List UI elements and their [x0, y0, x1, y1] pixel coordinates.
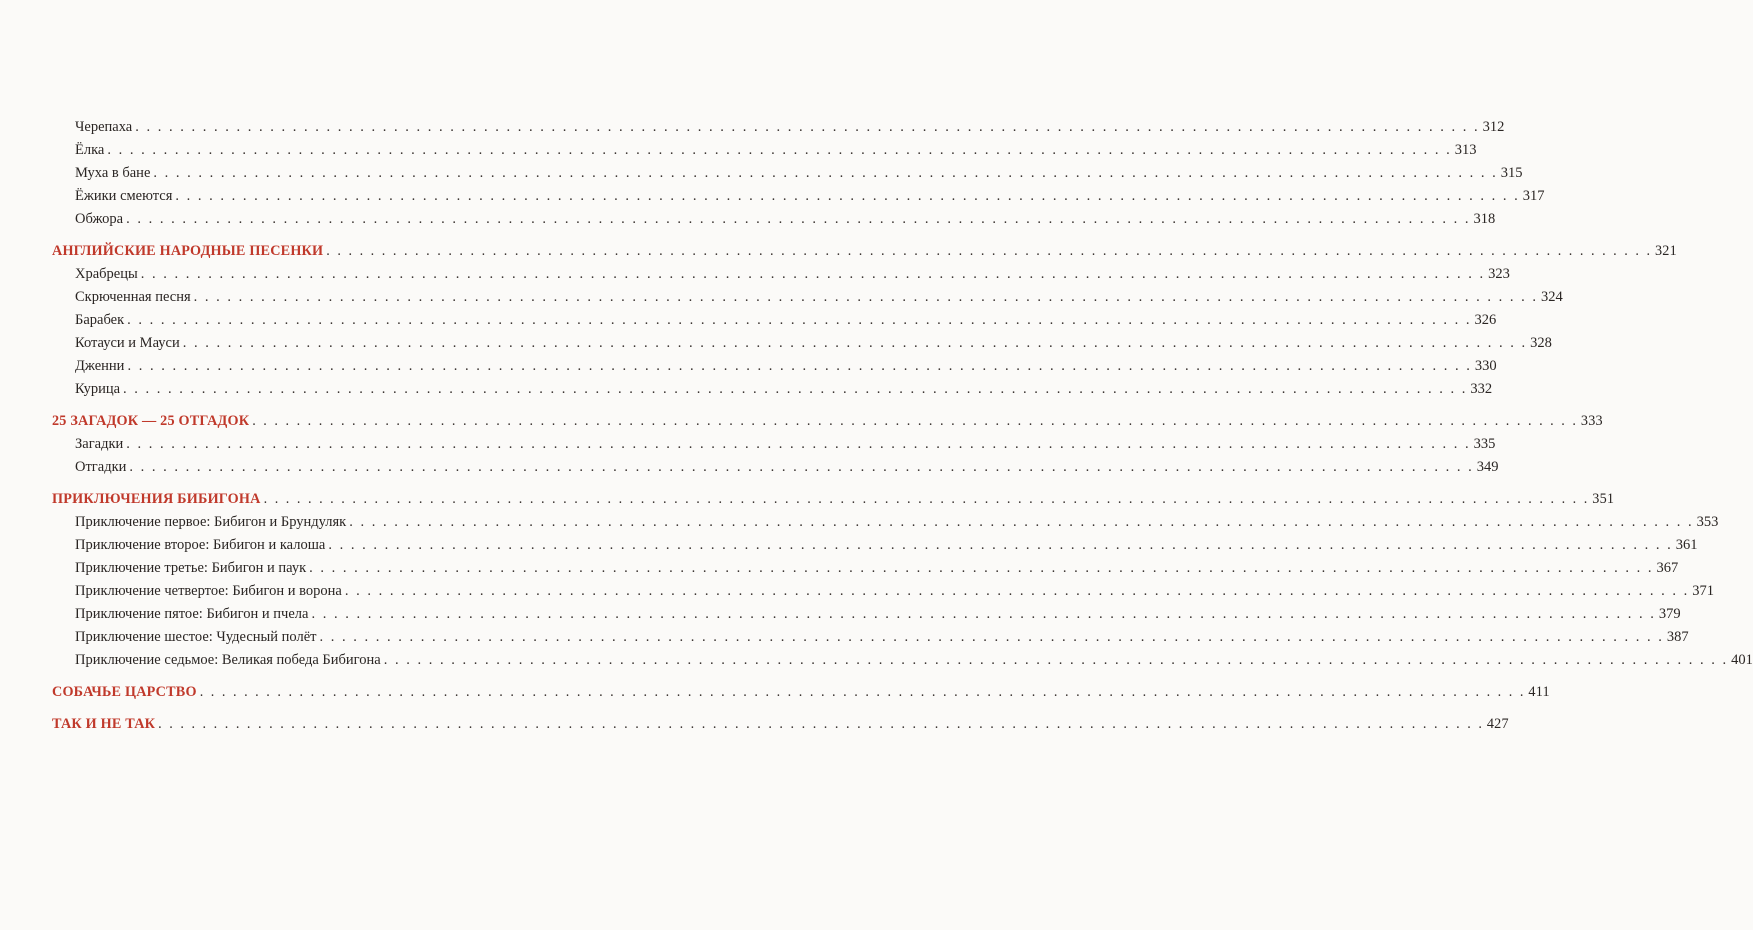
toc-entry-page-number: 387 — [1666, 629, 1689, 645]
toc-entry-title: Муха в бане — [75, 165, 151, 181]
toc-entry-page-number: 401 — [1731, 652, 1753, 668]
toc-entry-title: Курица — [75, 381, 121, 397]
toc-entry-page-number: 324 — [1541, 289, 1563, 305]
toc-entry — [52, 511, 1719, 534]
toc-entry-page-number: 313 — [1454, 142, 1477, 158]
dot-leader: . . . . . . . . . . . . . . . . . . . . . . . . . . . . . . . . . . . . . . . . . . . . . . . . . . . . . . . . . . . . . . . . . . . . . . . . . . . . . . . . . . . . . . . . . . . . . . . . . . . . . . . . . . . . . . . . . . . . . . . . — [309, 560, 1654, 576]
dot-leader: . . . . . . . . . . . . . . . . . . . . . . . . . . . . . . . . . . . . . . . . . . . . . . . . . . . . . . . . . . . . . . . . . . . . . . . . . . . . . . . . . . . . . . . . . . . . . . . . . . . . . . . . . . . . . . . . . . . . . . . . — [344, 583, 1690, 599]
dot-leader: . . . . . . . . . . . . . . . . . . . . . . . . . . . . . . . . . . . . . . . . . . . . . . . . . . . . . . . . . . . . . . . . . . . . . . . . . . . . . . . . . . . . . . . . . . . . . . . . . . . . . . . . . . . . . . . . . . . . . . . . — [153, 165, 1498, 181]
toc-entry-page-number: 315 — [1500, 165, 1523, 181]
toc-entry-title: Черепаха — [75, 119, 133, 135]
toc-entry-title: Приключение шестое: Чудесный полёт — [75, 629, 317, 645]
toc-entry-title: Приключение второе: Бибигон и калоша — [75, 537, 326, 553]
toc-entry — [52, 162, 1523, 185]
toc-entry-page-number: 333 — [1580, 413, 1603, 429]
toc-entry-page-number: 312 — [1482, 119, 1505, 135]
toc-entry-page-number: 351 — [1592, 491, 1615, 507]
toc-entry — [52, 185, 1545, 208]
toc-entry-title: Ёжики смеются — [75, 188, 173, 204]
toc-section-heading — [52, 713, 1509, 736]
toc-entry — [52, 355, 1497, 378]
dot-leader: . . . . . . . . . . . . . . . . . . . . . . . . . . . . . . . . . . . . . . . . . . . . . . . . . . . . . . . . . . . . . . . . . . . . . . . . . . . . . . . . . . . . . . . . . . . . . . . . . . . . . . . . . . . . . . . . . . . . . . . . — [127, 312, 1472, 328]
toc-entry-title: АНГЛИЙСКИЕ НАРОДНЫЕ ПЕСЕНКИ — [52, 243, 324, 259]
toc-entry-page-number: 379 — [1658, 606, 1681, 622]
dot-leader: . . . . . . . . . . . . . . . . . . . . . . . . . . . . . . . . . . . . . . . . . . . . . . . . . . . . . . . . . . . . . . . . . . . . . . . . . . . . . . . . . . . . . . . . . . . . . . . . . . . . . . . . . . . . . . . . . . . . . . . . — [193, 289, 1539, 305]
dot-leader: . . . . . . . . . . . . . . . . . . . . . . . . . . . . . . . . . . . . . . . . . . . . . . . . . . . . . . . . . . . . . . . . . . . . . . . . . . . . . . . . . . . . . . . . . . . . . . . . . . . . . . . . . . . . . . . . . . . . . . . . — [135, 119, 1480, 135]
toc-entry — [52, 534, 1698, 557]
toc-section-heading — [52, 488, 1615, 511]
toc-section-heading — [52, 681, 1550, 704]
dot-leader: . . . . . . . . . . . . . . . . . . . . . . . . . . . . . . . . . . . . . . . . . . . . . . . . . . . . . . . . . . . . . . . . . . . . . . . . . . . . . . . . . . . . . . . . . . . . . . . . . . . . . . . . . . . . . . . . . . . . . . . . — [383, 652, 1729, 668]
dot-leader: . . . . . . . . . . . . . . . . . . . . . . . . . . . . . . . . . . . . . . . . . . . . . . . . . . . . . . . . . . . . . . . . . . . . . . . . . . . . . . . . . . . . . . . . . . . . . . . . . . . . . . . . . . . . . . . . . . . . . . . . — [126, 436, 1471, 452]
bleed-through-text — [0, 58, 636, 75]
toc-entry-title: Приключение третье: Бибигон и паук — [75, 560, 307, 576]
toc-entry — [52, 139, 1477, 162]
toc-entry-page-number: 361 — [1675, 537, 1698, 553]
toc-entry-page-number: 318 — [1473, 211, 1496, 227]
toc-entry — [52, 603, 1681, 626]
dot-leader: . . . . . . . . . . . . . . . . . . . . . . . . . . . . . . . . . . . . . . . . . . . . . . . . . . . . . . . . . . . . . . . . . . . . . . . . . . . . . . . . . . . . . . . . . . . . . . . . . . . . . . . . . . . . . . . . . . . . . . . . — [311, 606, 1656, 622]
toc-entry-title: Дженни — [75, 358, 125, 374]
table-of-contents — [52, 116, 1753, 736]
dot-leader: . . . . . . . . . . . . . . . . . . . . . . . . . . . . . . . . . . . . . . . . . . . . . . . . . . . . . . . . . . . . . . . . . . . . . . . . . . . . . . . . . . . . . . . . . . . . . . . . . . . . . . . . . . . . . . . . . . . . . . . . — [175, 188, 1520, 204]
dot-leader: . . . . . . . . . . . . . . . . . . . . . . . . . . . . . . . . . . . . . . . . . . . . . . . . . . . . . . . . . . . . . . . . . . . . . . . . . . . . . . . . . . . . . . . . . . . . . . . . . . . . . . . . . . . . . . . . . . . . . . . . — [129, 459, 1474, 475]
toc-entry-page-number: 367 — [1656, 560, 1679, 576]
toc-entry-title: Котауси и Мауси — [75, 335, 180, 351]
toc-entry — [52, 332, 1552, 355]
toc-entry-page-number: 349 — [1476, 459, 1499, 475]
dot-leader: . . . . . . . . . . . . . . . . . . . . . . . . . . . . . . . . . . . . . . . . . . . . . . . . . . . . . . . . . . . . . . . . . . . . . . . . . . . . . . . . . . . . . . . . . . . . . . . . . . . . . . . . . . . . . . . . . . . . . . . . — [319, 629, 1664, 645]
toc-entry — [52, 580, 1714, 603]
dot-leader: . . . . . . . . . . . . . . . . . . . . . . . . . . . . . . . . . . . . . . . . . . . . . . . . . . . . . . . . . . . . . . . . . . . . . . . . . . . . . . . . . . . . . . . . . . . . . . . . . . . . . . . . . . . . . . . . . . . . . . . . — [328, 537, 1673, 553]
dot-leader: . . . . . . . . . . . . . . . . . . . . . . . . . . . . . . . . . . . . . . . . . . . . . . . . . . . . . . . . . . . . . . . . . . . . . . . . . . . . . . . . . . . . . . . . . . . . . . . . . . . . . . . . . . . . . . . . . . . . . . . . — [123, 381, 1468, 397]
toc-entry-title: Барабек — [75, 312, 125, 328]
toc-entry-page-number: 328 — [1530, 335, 1552, 351]
toc-entry — [52, 263, 1510, 286]
toc-entry-title: СОБАЧЬЕ ЦАРСТВО — [52, 684, 197, 700]
toc-entry-title: Приключение пятое: Бибигон и пчела — [75, 606, 309, 622]
dot-leader: . . . . . . . . . . . . . . . . . . . . . . . . . . . . . . . . . . . . . . . . . . . . . . . . . . . . . . . . . . . . . . . . . . . . . . . . . . . . . . . . . . . . . . . . . . . . . . . . . . . . . . . . . . . . . . . . . . . . . . . . — [199, 684, 1526, 700]
toc-entry-title: Обжора — [75, 211, 124, 227]
dot-leader: . . . . . . . . . . . . . . . . . . . . . . . . . . . . . . . . . . . . . . . . . . . . . . . . . . . . . . . . . . . . . . . . . . . . . . . . . . . . . . . . . . . . . . . . . . . . . . . . . . . . . . . . . . . . . . . . . . . . . . . . — [158, 716, 1484, 732]
toc-entry-page-number: 332 — [1470, 381, 1493, 397]
toc-entry-page-number: 330 — [1474, 358, 1497, 374]
toc-entry — [52, 309, 1497, 332]
dot-leader: . . . . . . . . . . . . . . . . . . . . . . . . . . . . . . . . . . . . . . . . . . . . . . . . . . . . . . . . . . . . . . . . . . . . . . . . . . . . . . . . . . . . . . . . . . . . . . . . . . . . . . . . . . . . . . . . . . . . . . . . — [140, 266, 1486, 282]
toc-entry-title: ПРИКЛЮЧЕНИЯ БИБИГОНА — [52, 491, 261, 507]
dot-leader: . . . . . . . . . . . . . . . . . . . . . . . . . . . . . . . . . . . . . . . . . . . . . . . . . . . . . . . . . . . . . . . . . . . . . . . . . . . . . . . . . . . . . . . . . . . . . . . . . . . . . . . . . . . . . . . . . . . . . . . . — [126, 211, 1471, 227]
toc-entry-page-number: 323 — [1488, 266, 1510, 282]
dot-leader: . . . . . . . . . . . . . . . . . . . . . . . . . . . . . . . . . . . . . . . . . . . . . . . . . . . . . . . . . . . . . . . . . . . . . . . . . . . . . . . . . . . . . . . . . . . . . . . . . . . . . . . . . . . . . . . . . . . . . . . . — [263, 491, 1590, 507]
toc-entry — [52, 116, 1505, 139]
toc-entry-page-number: 321 — [1655, 243, 1677, 259]
toc-entry-title: Скрюченная песня — [75, 289, 191, 305]
toc-entry-page-number: 326 — [1474, 312, 1497, 328]
toc-section-heading — [52, 410, 1603, 433]
toc-entry-page-number: 353 — [1696, 514, 1719, 530]
toc-entry — [52, 456, 1499, 479]
toc-entry-title: Отгадки — [75, 459, 127, 475]
dot-leader: . . . . . . . . . . . . . . . . . . . . . . . . . . . . . . . . . . . . . . . . . . . . . . . . . . . . . . . . . . . . . . . . . . . . . . . . . . . . . . . . . . . . . . . . . . . . . . . . . . . . . . . . . . . . . . . . . . . . . . . . — [127, 358, 1472, 374]
toc-entry-title: Приключение седьмое: Великая победа Бибигона — [75, 652, 381, 668]
dot-leader: . . . . . . . . . . . . . . . . . . . . . . . . . . . . . . . . . . . . . . . . . . . . . . . . . . . . . . . . . . . . . . . . . . . . . . . . . . . . . . . . . . . . . . . . . . . . . . . . . . . . . . . . . . . . . . . . . . . . . . . . — [326, 243, 1652, 259]
toc-entry-title: Загадки — [75, 436, 124, 452]
toc-section-heading — [52, 240, 1677, 263]
dot-leader: . . . . . . . . . . . . . . . . . . . . . . . . . . . . . . . . . . . . . . . . . . . . . . . . . . . . . . . . . . . . . . . . . . . . . . . . . . . . . . . . . . . . . . . . . . . . . . . . . . . . . . . . . . . . . . . . . . . . . . . . — [182, 335, 1528, 351]
toc-entry — [52, 649, 1753, 672]
toc-entry-title: Приключение первое: Бибигон и Брундуляк — [75, 514, 347, 530]
toc-entry-title: Ёлка — [75, 142, 105, 158]
dot-leader: . . . . . . . . . . . . . . . . . . . . . . . . . . . . . . . . . . . . . . . . . . . . . . . . . . . . . . . . . . . . . . . . . . . . . . . . . . . . . . . . . . . . . . . . . . . . . . . . . . . . . . . . . . . . . . . . . . . . . . . . — [349, 514, 1694, 530]
toc-entry-page-number: 335 — [1473, 436, 1496, 452]
toc-entry-page-number: 427 — [1486, 716, 1509, 732]
toc-entry — [52, 557, 1679, 580]
toc-entry — [52, 378, 1493, 401]
toc-entry — [52, 433, 1496, 456]
toc-entry-title: Храбрецы — [75, 266, 138, 282]
toc-entry — [52, 208, 1496, 231]
dot-leader: . . . . . . . . . . . . . . . . . . . . . . . . . . . . . . . . . . . . . . . . . . . . . . . . . . . . . . . . . . . . . . . . . . . . . . . . . . . . . . . . . . . . . . . . . . . . . . . . . . . . . . . . . . . . . . . . . . . . . . . . — [252, 413, 1578, 429]
toc-entry — [52, 626, 1689, 649]
dot-leader: . . . . . . . . . . . . . . . . . . . . . . . . . . . . . . . . . . . . . . . . . . . . . . . . . . . . . . . . . . . . . . . . . . . . . . . . . . . . . . . . . . . . . . . . . . . . . . . . . . . . . . . . . . . . . . . . . . . . . . . . — [107, 142, 1452, 158]
toc-entry-page-number: 371 — [1692, 583, 1714, 599]
toc-entry-title: Приключение четвертое: Бибигон и ворона — [75, 583, 342, 599]
toc-entry-page-number: 411 — [1528, 684, 1550, 700]
toc-entry-title: ТАК И НЕ ТАК — [52, 716, 156, 732]
toc-entry-page-number: 317 — [1522, 188, 1545, 204]
toc-entry — [52, 286, 1563, 309]
toc-entry-title: 25 ЗАГАДОК — 25 ОТГАДОК — [52, 413, 250, 429]
